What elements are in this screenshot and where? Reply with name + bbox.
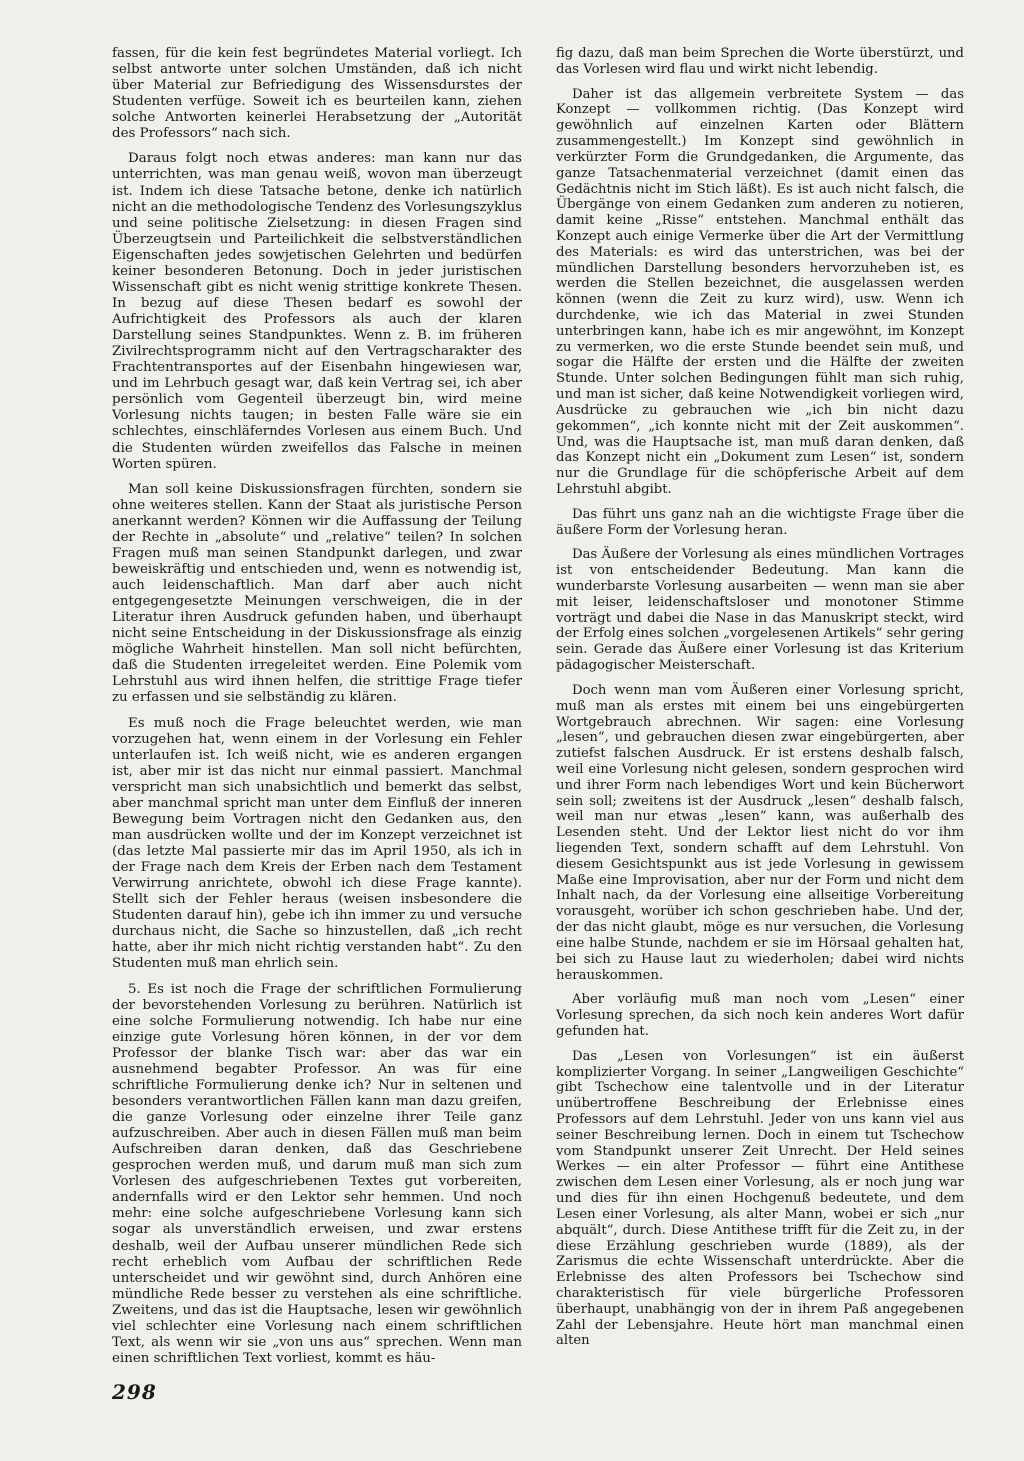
- paragraph: Aber vorläufig muß man noch vom „Lesen“ einer Vorlesung sprechen, da sich noch kein anderes Wort dafür gefunden hat.: [556, 992, 964, 1039]
- page-number: 298: [112, 1380, 157, 1404]
- paragraph: Das führt uns ganz nah an die wichtigste Frage über die äußere Form der Vorlesung heran.: [556, 506, 964, 538]
- paragraph: Daher ist das allgemein verbreitete System — das Konzept — vollkommen richtig. (Das Konzept wird gewöhnlich auf einzelnen Karten oder Blättern zusammengestellt.) Im Konzept sind gewöhnlich in verkürzter Form die Grundgedanken, die Argumente, das ganze Tatsachenmaterial verzeichnet (damit einen das Gedächtnis nicht im Stich läßt). Es ist auch nicht falsch, die Übergänge von einem Gedanken zum anderen zu notieren, damit keine „Risse“ entstehen. Manchmal enthält das Konzept auch einige Vermerke über die Art der Vermittlung des Materials: es wird das unterstrichen, was bei der mündlichen Darstellung besonders hervorzuheben ist, es werden die Stellen bezeichnet, die ausgelassen werden können (wenn die Zeit zu kurz wird), usw. Wenn ich durchdenke, wie ich das Material in zwei Stunden unterbringen kann, habe ich es mir angewöhnt, im Konzept zu vermerken, wo die erste Stunde beendet sein muß, und sogar die Hälfte der ersten und die Hälfte der zweiten Stunde. Unter solchen Bedingungen fühlt man sich ruhig, und man ist sicher, daß keine Notwendigkeit vorliegen wird, Ausdrücke zu gebrauchen wie „ich bin nicht dazu gekommen“, „ich konnte nicht mit der Zeit auskommen“. Und, was die Hauptsache ist, man muß daran denken, daß das Konzept nicht ein „Dokument zum Lesen“ ist, sondern nur die Grundlage für die schöpferische Arbeit auf dem Lehrstuhl abgibt.: [556, 86, 964, 497]
- paragraph: Doch wenn man vom Äußeren einer Vorlesung spricht, muß man als erstes mit einem bei uns eingebürgerten Wortgebrauch abrechnen. Wir sagen: eine Vorlesung „lesen“, und gebrauchen diesen zwar eingebürgerten, aber zutiefst falschen Ausdruck. Er ist erstens deshalb falsch, weil eine Vorlesung nicht gelesen, sondern gesprochen wird und ihrer Form nach lebendiges Wort und kein Bücherwort sein soll; zweitens ist der Ausdruck „lesen“ deshalb falsch, weil man nur etwas „lesen“ kann, was außerhalb des Lesenden steht. Und der Lektor liest nicht do vor ihm liegenden Text, sondern schafft auf dem Lehrstuhl. Von diesem Gesichtspunkt aus ist jede Vorlesung in gewissem Maße eine Improvisation, aber nur der Form und nicht dem Inhalt nach, da der Vorlesung eine allseitige Vorbereitung vorausgeht, worüber ich schon geschrieben habe. Und der, der das nicht glaubt, möge es nur versuchen, die Vorlesung eine halbe Stunde, nachdem er sie im Hörsaal gehalten hat, bei sich zu Hause laut zu wiederholen; dabei wird nichts herauskommen.: [556, 682, 964, 983]
- left-column: [112, 46, 522, 1376]
- paragraph: 5. Es ist noch die Frage der schriftlichen Formulierung der bevorstehenden Vorlesung zu berühren. Natürlich ist eine solche Formulierung notwendig. Ich habe nur eine einzige gute Vorlesung hören können, in der vor dem Professor der blanke Tisch war: aber das war ein ausnehmend begabter Professor. An was für eine schriftliche Formulierung denke ich? Nur in seltenen und besonders verantwortlichen Fällen kann man dazu greifen, die ganze Vorlesung oder einzelne ihrer Teile ganz aufzuschreiben. Aber auch in diesen Fällen muß man beim Aufschreiben daran denken, daß das Geschriebene gesprochen werden muß, und darum muß man sich zum Vorlesen des aufgeschriebenen Textes gut vorbereiten, andernfalls wird er den Lektor sehr hemmen. Und noch mehr: eine solche aufgeschriebene Vorlesung kann sich sogar als unverständlich erweisen, und zwar erstens deshalb, weil der Aufbau unserer mündlichen Rede sich recht erheblich vom Aufbau der schriftlichen Rede unterscheidet und wir gewöhnt sind, durch Anhören eine mündliche Rede besser zu verstehen als eine schriftliche. Zweitens, und das ist die Hauptsache, lesen wir gewöhnlich viel schlechter eine Vorlesung nach einem schriftlichen Text, als wenn wir sie „von uns aus“ sprechen. Wenn man einen schriftlichen Text vorliest, kommt es häu-: [112, 981, 522, 1366]
- paragraph: Daraus folgt noch etwas anderes: man kann nur das unterrichten, was man genau weiß, wovon man überzeugt ist. Indem ich diese Tatsache betone, denke ich natürlich nicht an die methodologische Tendenz des Vorlesungszyklus und seine politische Zielsetzung: in diesen Fragen sind Überzeugtsein und Parteilichkeit die selbstverständlichen Eigenschaften jedes sowjetischen Gelehrten und bedürfen keiner besonderen Betonung. Doch in jeder juristischen Wissenschaft gibt es nicht wenig strittige konkrete Thesen. In bezug auf diese Thesen bedarf es sowohl der Aufrichtigkeit des Professors als auch der klaren Darstellung seines Standpunktes. Wenn z. B. im früheren Zivilrechtsprogramm nicht auf den Vertragscharakter des Frachtentransportes auf der Eisenbahn hingewiesen war, und im Lehrbuch gesagt war, daß kein Vertrag sei, ich aber persönlich vom Gegenteil überzeugt bin, wird meine Vorlesung nichts taugen; in besten Falle wäre sie ein schlechtes, einschläferndes Vorlesen aus einem Buch. Und die Studenten würden zweifellos das Falsche in meinen Worten spüren.: [112, 151, 522, 472]
- paragraph: Man soll keine Diskussionsfragen fürchten, sondern sie ohne weiteres stellen. Kann der Staat als juristische Person anerkannt werden? Können wir die Auffassung der Teilung der Rechte in „absolute“ und „relative“ teilen? In solchen Fragen muß man seinen Standpunkt darlegen, und zwar beweiskräftig und entschieden und, wenn es notwendig ist, auch leidenschaftlich. Man darf aber auch nicht entgegengesetzte Meinungen verschweigen, die in der Literatur ihren Ausdruck gefunden haben, und überhaupt nicht seine Entscheidung in der Diskussionsfrage als einzig mögliche Wahrheit hinstellen. Man soll nicht befürchten, daß die Studenten irregeleitet werden. Eine Polemik vom Lehrstuhl aus wird ihnen helfen, die strittige Frage tiefer zu erfassen und sie selbständig zu klären.: [112, 481, 522, 706]
- right-column: [556, 46, 964, 1358]
- paragraph: Es muß noch die Frage beleuchtet werden, wie man vorzugehen hat, wenn einem in der Vorlesung ein Fehler unterlaufen ist. Ich weiß nicht, wie es anderen ergangen ist, aber mir ist das nicht nur einmal passiert. Manchmal verspricht man sich unabsichtlich und bemerkt das selbst, aber manchmal spricht man unter dem Einfluß der inneren Bewegung beim Vortragen nicht den Gedanken aus, den man ausdrücken wollte und der im Konzept verzeichnet ist (das letzte Mal passierte mir das im April 1950, als ich in der Frage nach dem Kreis der Erben nach dem Testament Verwirrung anrichtete, obwohl ich diese Frage kannte). Stellt sich der Fehler heraus (weisen insbesondere die Studenten darauf hin), gebe ich ihn immer zu und versuche durchaus nicht, die Sache so hinzustellen, daß „ich recht hatte, aber ihr mich nicht richtig verstanden habt“. Zu den Studenten muß man ehrlich sein.: [112, 715, 522, 972]
- paragraph: Das Äußere der Vorlesung als eines mündlichen Vortrages ist von entscheidender Bedeutung. Man kann die wunderbarste Vorlesung ausarbeiten — wenn man sie aber mit leiser, leidenschaftsloser und monotoner Stimme vorträgt und dabei die Nase in das Manuskript steckt, wird der Erfolg eines solchen „vorgelesenen Artikels“ sehr gering sein. Gerade das Äußere einer Vorlesung ist das Kriterium pädagogischer Meisterschaft.: [556, 547, 964, 674]
- page: [112, 46, 964, 1406]
- paragraph: Das „Lesen von Vorlesungen“ ist ein äußerst komplizierter Vorgang. In seiner „Langweiligen Geschichte“ gibt Tschechow eine talentvolle und in der Literatur unübertroffene Beschreibung der Erlebnisse eines Professors auf dem Lehrstuhl. Jeder von uns kann viel aus seiner Beschreibung lernen. Doch in einem tut Tschechow vom Standpunkt unserer Zeit Unrecht. Der Held seines Werkes — ein alter Professor — führt eine Antithese zwischen dem Lesen einer Vorlesung, als er noch jung war und dies für ihn einen Hochgenuß bedeutete, und dem Lesen einer Vorlesung, als alter Mann, wobei er sich „nur abquält“, durch. Diese Antithese trifft für die Zeit zu, in der diese Erzählung geschrieben wurde (1889), als der Zarismus die echte Wissenschaft unterdrückte. Aber die Erlebnisse des alten Professors bei Tschechow sind charakteristisch für viele bürgerliche Professoren überhaupt, unabhängig von der in ihrem Paß angegebenen Zahl der Lebensjahre. Heute hört man manchmal einen alten: [556, 1048, 964, 1349]
- paragraph: fig dazu, daß man beim Sprechen die Worte überstürzt, und das Vorlesen wird flau und wirkt nicht lebendig.: [556, 46, 964, 77]
- paragraph: fassen, für die kein fest begründetes Material vorliegt. Ich selbst antworte unter solchen Umständen, daß ich nicht über Material zur Befriedigung des Wissensdurstes der Studenten verfüge. Soweit ich es beurteilen kann, ziehen solche Antworten keinerlei Herabsetzung der „Autorität des Professors“ nach sich.: [112, 46, 522, 142]
